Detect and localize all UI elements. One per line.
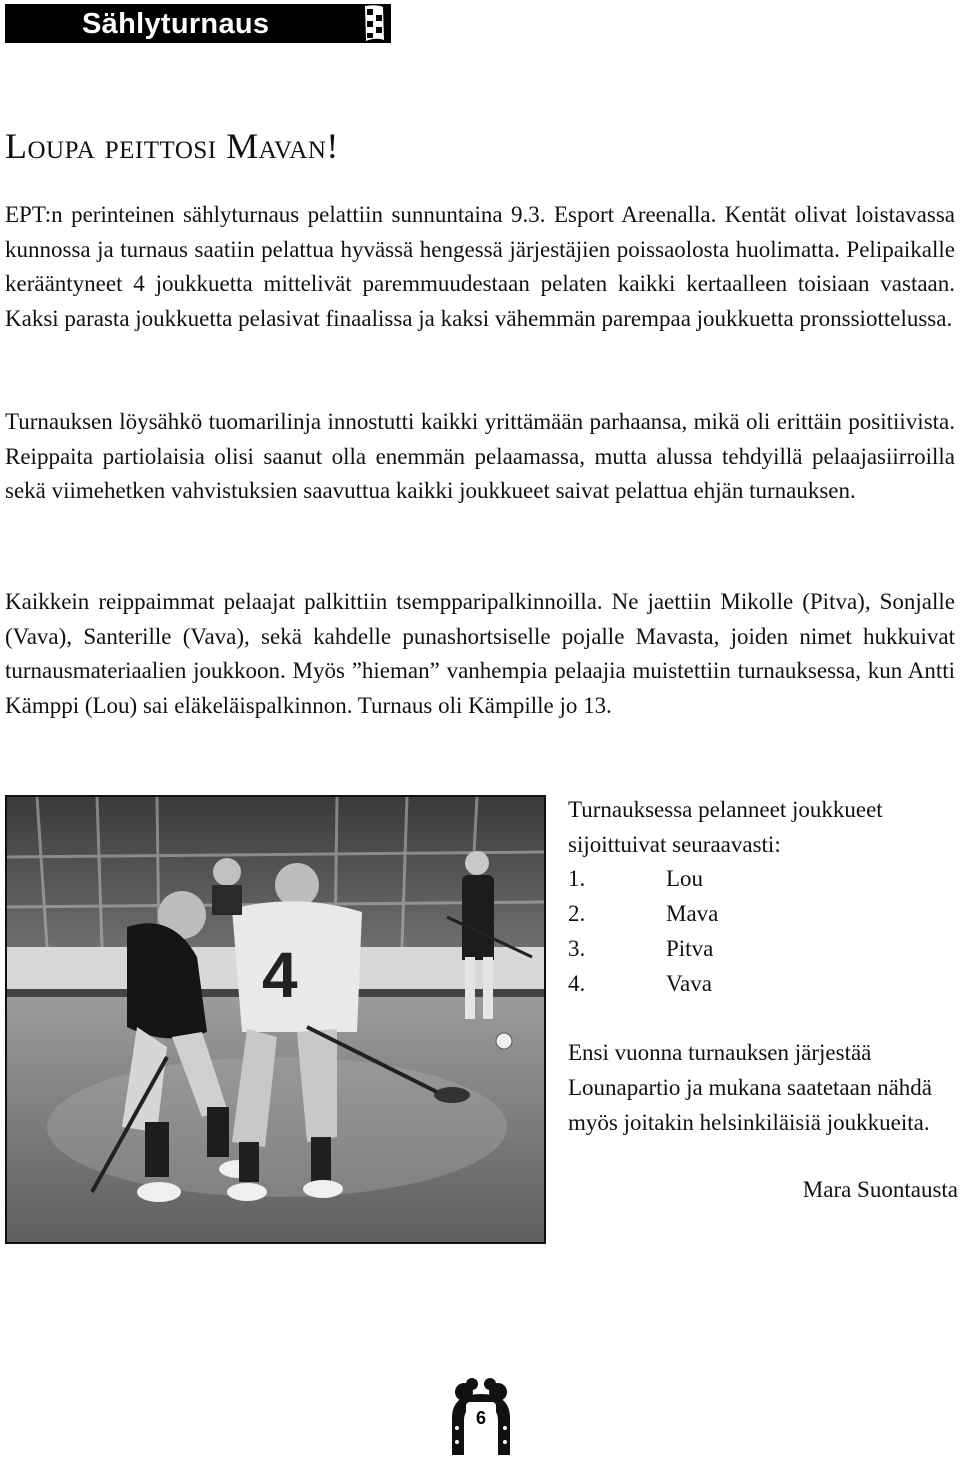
list-item (568, 932, 958, 967)
page-number: 6 (475, 1408, 486, 1428)
floorball-game-photo (5, 795, 546, 1244)
article-paragraph: Turnauksen löysähkö tuomarilinja innostutti kaikki yrittämään parhaansa, mikä oli erittäin positiivista. Reippaita partiolaisia olisi saanut olla enemmän pelaamassa, mutta alussa tehdyillä pelaajasiirroilla sekä viimehetken vahvistuksien saavuttua kaikki joukkueet saivat pelattua ehjän turnauksen. (5, 409, 955, 503)
section-header-bar (5, 4, 387, 43)
placement-team: Pitva (666, 935, 714, 961)
list-item (568, 967, 958, 1002)
results-intro: Turnauksessa pelanneet joukkueet sijoittuivat seuraavasti: (568, 797, 883, 857)
placement-rank: 1. (568, 866, 586, 892)
placement-team: Vava (666, 970, 712, 996)
article-paragraph: EPT:n perinteinen sählyturnaus pelattiin sunnuntaina 9.3. Esport Areenalla. Kentät olivat loistavassa kunnossa ja turnaus saatiin pelattua hyvässä hengessä järjestäjien poissaolosta huolimatta. Pelipaikalle kerääntyneet 4 joukkuetta mittelivät paremmuudestaan pelaten kaikki kertaalleen toisiaan vastaan. Kaksi parasta joukkuetta pelasivat finaalissa ja kaksi vähemmän parempaa joukkuetta pronssiottelussa. (5, 202, 955, 331)
tournament-results-box (568, 793, 958, 1208)
list-item (568, 862, 958, 897)
article-paragraph: Kaikkein reippaimmat pelaajat palkittiin tsempparipalkinnoilla. Ne jaettiin Mikolle (Pitva), Sonjalle (Vava), Santerille (Vava), sekä kahdelle punashortsiselle pojalle Mavasta, joiden nimet hukkuivat turnausmateriaalien joukkoon. Myös ”hieman” vanhempia pelaajia muistettiin turnauksessa, kun Antti Kämppi (Lou) sai eläkeläispalkinnon. Turnaus oli Kämpille jo 13. (5, 589, 955, 718)
closing-note: Ensi vuonna turnauksen järjestää Lounapartio ja mukana saatetaan nähdä myös joitakin helsinkiläisiä joukkueita. (568, 1040, 933, 1135)
placement-team: Lou (666, 866, 704, 892)
placements-list (568, 862, 958, 1001)
article-author: Mara Suontausta (802, 1177, 958, 1203)
article-headline: Loupa peittosi Mavan! (5, 126, 339, 166)
list-item (568, 897, 958, 932)
page-number-badge (442, 1376, 520, 1455)
jersey-number: 4 (262, 939, 298, 1011)
checkered-flag-icon (357, 4, 391, 43)
placement-team: Mava (666, 901, 719, 927)
placement-rank: 3. (568, 935, 586, 961)
placement-rank: 4. (568, 970, 586, 996)
section-title: Sählyturnaus (82, 8, 270, 40)
placement-rank: 2. (568, 901, 586, 927)
